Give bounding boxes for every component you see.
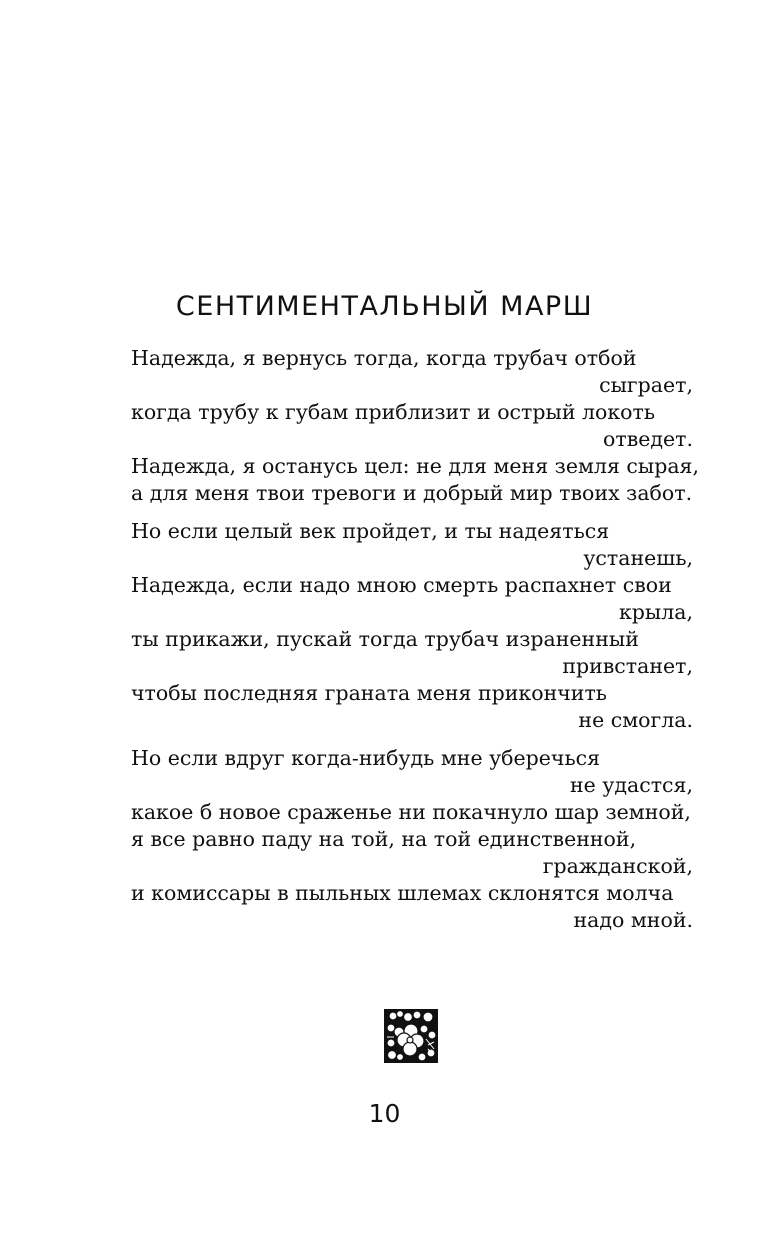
stanza-1 bbox=[131, 345, 699, 507]
poem-line: я все равно паду на той, на той единственной, bbox=[131, 827, 637, 851]
poem-line: ты прикажи, пускай тогда трубач израненный bbox=[131, 627, 639, 651]
poem-title: СЕНТИМЕНТАЛЬНЫЙ МАРШ bbox=[175, 291, 594, 322]
poem-line-continuation: устанешь, bbox=[583, 546, 693, 570]
page-number: 10 bbox=[368, 1099, 401, 1128]
poem-line: а для меня твои тревоги и добрый мир твоих забот. bbox=[131, 481, 693, 505]
poem-line: когда трубу к губам приблизит и острый локоть bbox=[131, 400, 656, 424]
poem-line-continuation: не удастся, bbox=[570, 773, 693, 797]
poem-line-continuation: не смогла. bbox=[578, 708, 693, 732]
poem-line-continuation: сыграет, bbox=[599, 373, 693, 397]
stanza-2 bbox=[131, 518, 693, 734]
poem-line-continuation: отведет. bbox=[603, 427, 693, 451]
poem-line-continuation: гражданской, bbox=[542, 854, 693, 878]
poem-line: Надежда, я останусь цел: не для меня земля сырая, bbox=[131, 454, 699, 478]
stanza-3 bbox=[131, 745, 693, 934]
poem-line: какое б новое сраженье ни покачнуло шар земной, bbox=[131, 800, 691, 824]
poem-line: чтобы последняя граната меня прикончить bbox=[131, 681, 607, 705]
poem-line: Надежда, я вернусь тогда, когда трубач отбой bbox=[131, 346, 637, 370]
poem-line-continuation: надо мной. bbox=[573, 908, 693, 932]
poem-body bbox=[131, 345, 699, 934]
poem-line: Но если вдруг когда-нибудь мне уберечься bbox=[131, 746, 601, 770]
poem-line-continuation: крыла, bbox=[618, 600, 693, 624]
poem-line-continuation: привстанет, bbox=[562, 654, 693, 678]
poem-line: Но если целый век пройдет, и ты надеяться bbox=[131, 519, 610, 543]
floral-ornament-icon bbox=[384, 1009, 438, 1063]
poem-line: Надежда, если надо мною смерть распахнет свои bbox=[131, 573, 672, 597]
poem-line: и комиссары в пыльных шлемах склонятся молча bbox=[131, 881, 674, 905]
